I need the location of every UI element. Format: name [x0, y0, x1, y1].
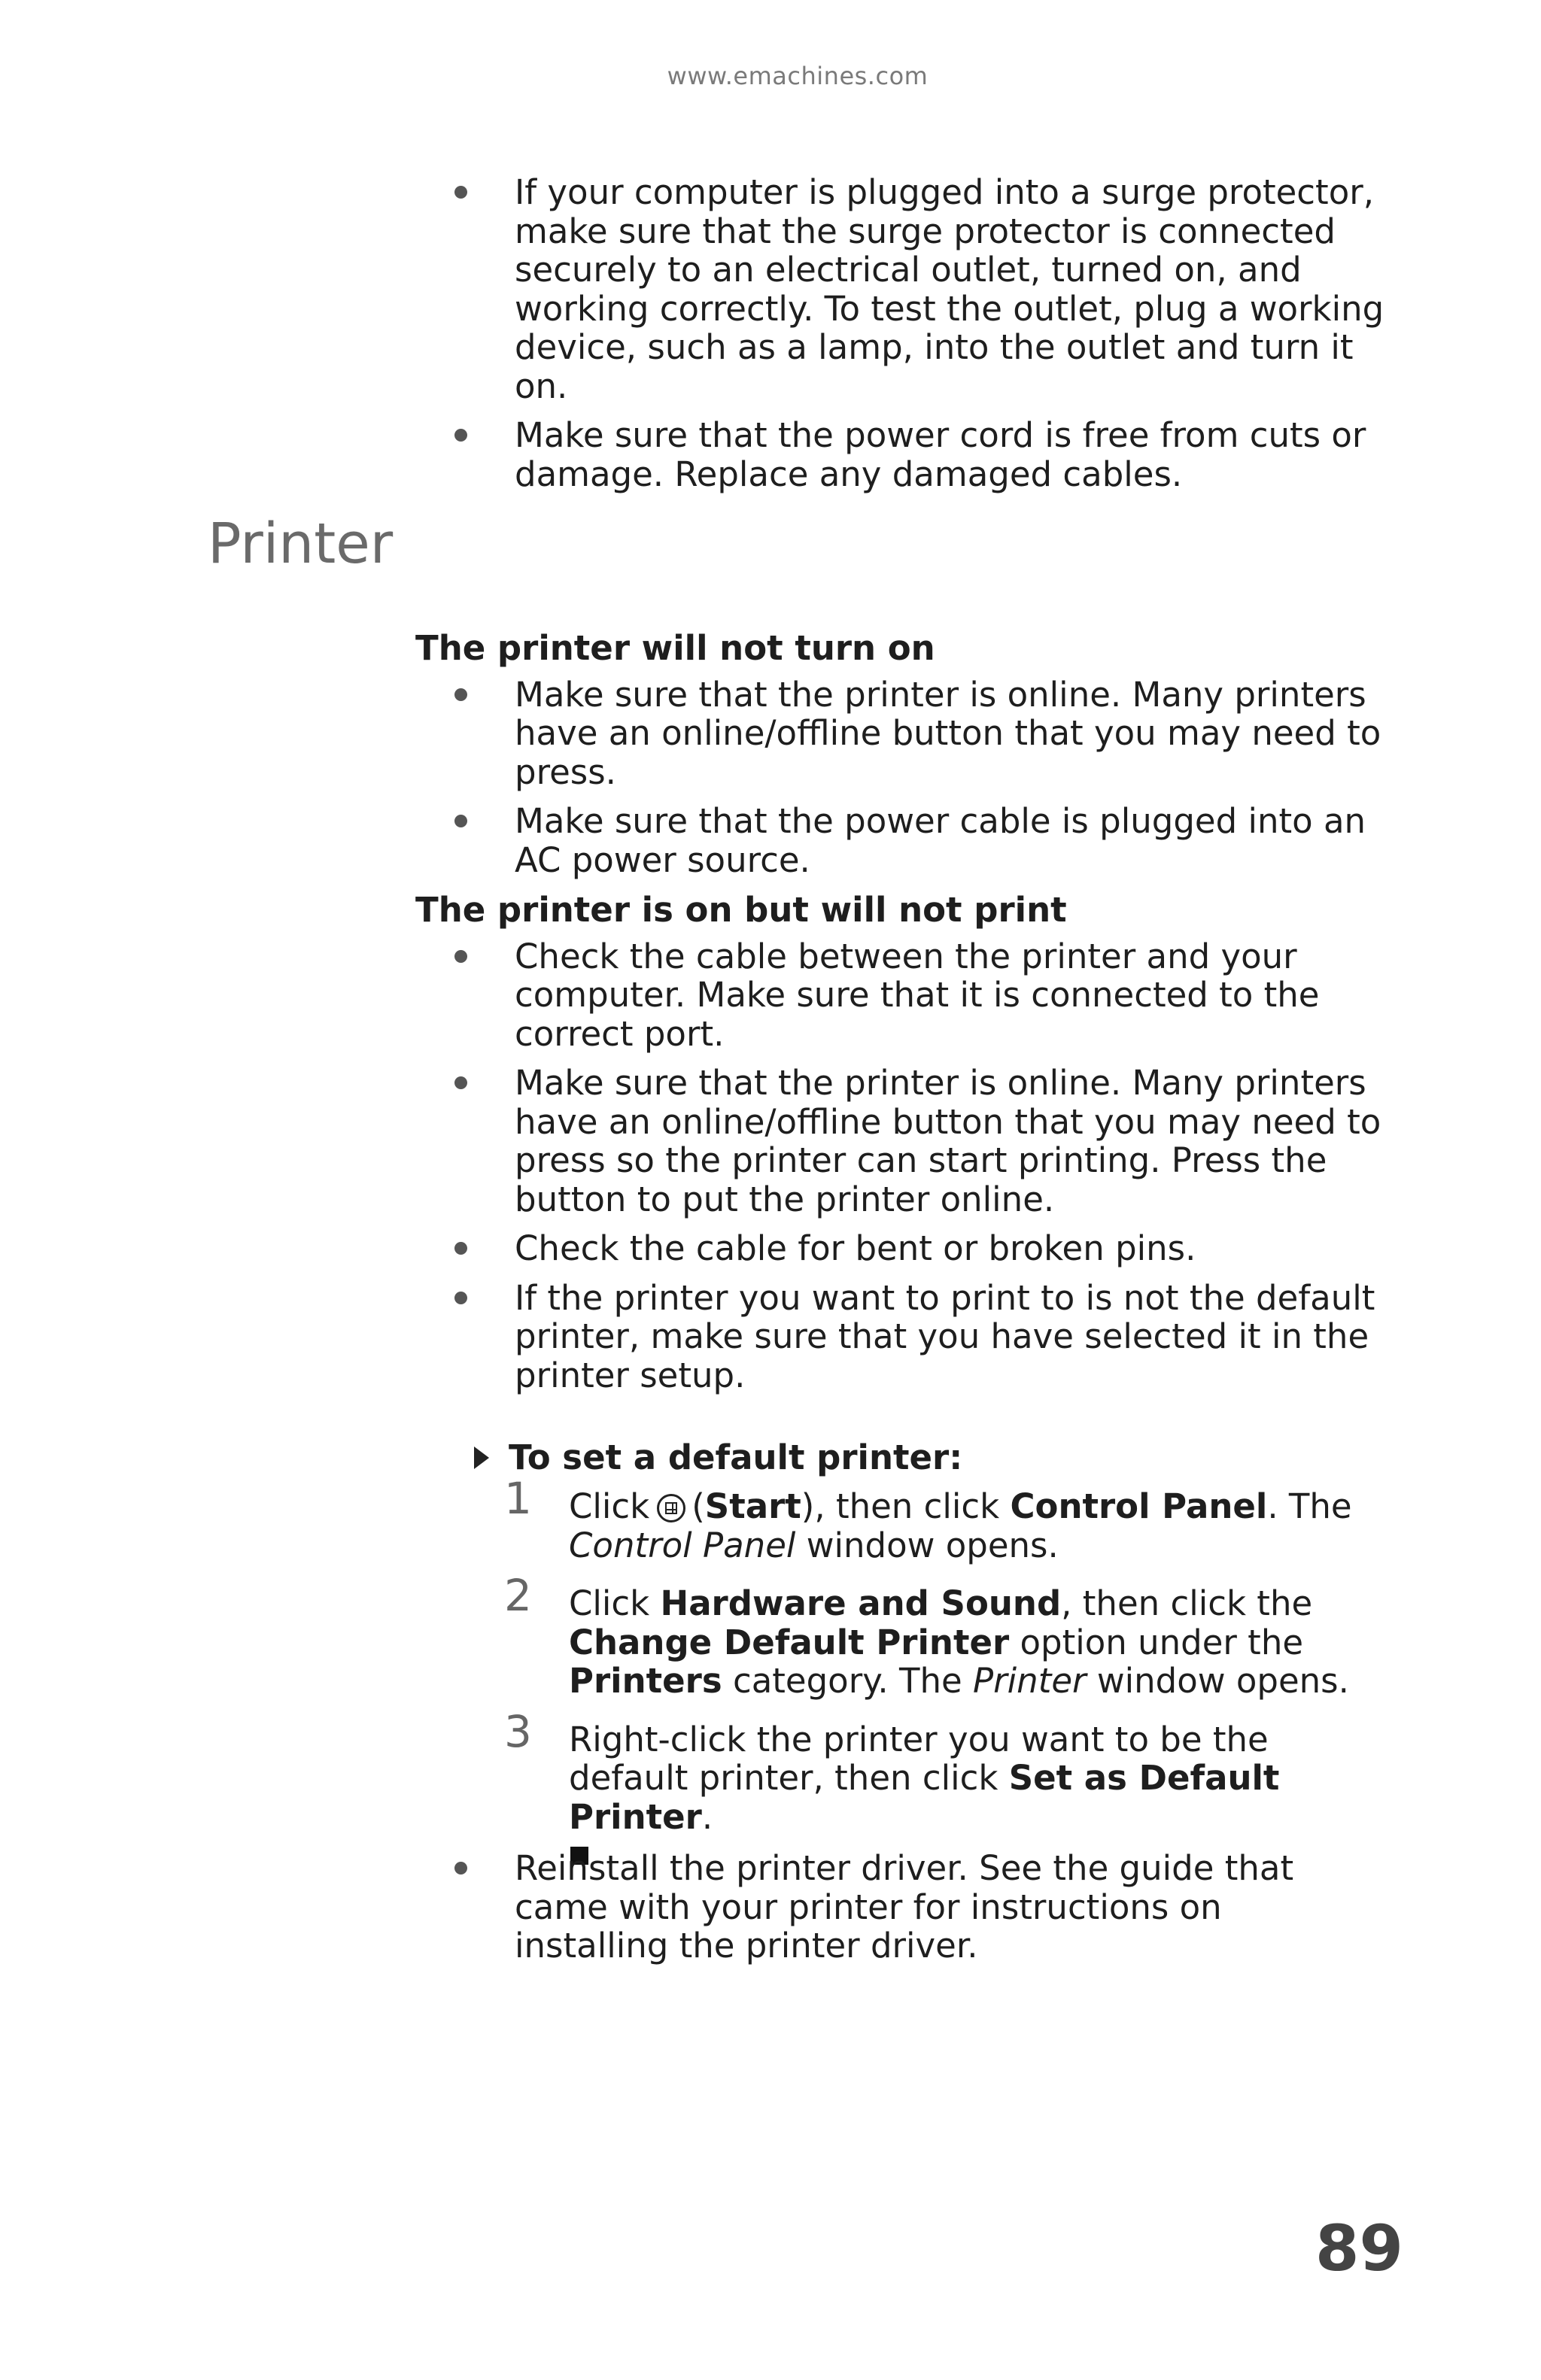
step-text: window opens. [1086, 1661, 1349, 1701]
list-item [415, 173, 1386, 405]
bullet-icon [454, 1242, 467, 1255]
bullet-text: If the printer you want to print to is not the default printer, make sure that you have selected it in the printer setup. [515, 1277, 1375, 1395]
list-item [415, 937, 1386, 1054]
step-text: . The [1267, 1486, 1352, 1526]
list-item [415, 675, 1386, 792]
bullet-icon [454, 688, 467, 701]
step-text: ), then click [801, 1486, 1011, 1526]
step-text: . [701, 1796, 713, 1837]
step-number: 3 [504, 1705, 532, 1757]
step-italic-text: Control Panel [569, 1525, 796, 1565]
section-title: Printer [208, 512, 394, 576]
step-text: , then click the [1061, 1583, 1313, 1623]
step-italic-text: Printer [973, 1661, 1087, 1701]
bullet-icon [454, 1076, 467, 1089]
step-bold-text: Printers [569, 1661, 722, 1701]
list-item [415, 1229, 1386, 1268]
bullet-text: Make sure that the power cable is plugged into an AC power source. [515, 801, 1366, 880]
list-item [415, 1279, 1386, 1395]
procedure-title [471, 1438, 1386, 1477]
bullet-text: Make sure that the printer is online. Many printers have an online/offline button that you may need to press so the printer can start printing. Press the button to put the printer online. [515, 1063, 1381, 1219]
procedure-title-text: To set a default printer: [509, 1437, 963, 1477]
subheading: The printer is on but will not print [415, 890, 1067, 930]
not-turn-on-section [415, 629, 1386, 890]
arrow-right-icon [474, 1447, 489, 1469]
step-text: ( [691, 1486, 705, 1526]
intro-bullet-list [415, 173, 1386, 504]
step-2 [471, 1570, 1386, 1701]
step-text: Click [569, 1583, 661, 1623]
step-text: category. The [722, 1661, 974, 1701]
step-bold-text: Control Panel [1010, 1486, 1268, 1526]
bullet-icon [454, 1292, 467, 1304]
step-1 [471, 1473, 1386, 1565]
subheading: The printer will not turn on [415, 628, 935, 668]
bullet-text: Reinstall the printer driver. See the guide that came with your printer for instructions on installing the printer driver. [515, 1848, 1294, 1966]
step-number: 2 [504, 1570, 532, 1621]
step-text: Click [569, 1486, 650, 1526]
windows-start-icon [657, 1494, 685, 1522]
step-bold-text: Set as Default Printer [569, 1758, 1280, 1837]
not-print-section [415, 891, 1386, 1405]
step-number: 1 [504, 1473, 532, 1524]
bullet-icon [454, 186, 467, 199]
step-text: window opens. [795, 1525, 1059, 1565]
bullet-icon [454, 1862, 467, 1875]
bullet-text: Check the cable between the printer and your computer. Make sure that it is connected to the correct port. [515, 936, 1320, 1054]
list-item [415, 1849, 1386, 1966]
list-item [415, 1064, 1386, 1219]
step-3 [471, 1705, 1386, 1837]
bullet-icon [454, 950, 467, 963]
step-text: Right-click the printer you want to be the default printer, then click [569, 1719, 1269, 1798]
header-url: www.emachines.com [667, 62, 929, 90]
list-item [415, 802, 1386, 879]
step-text: option under the [1009, 1622, 1304, 1662]
bullet-icon [454, 815, 467, 827]
step-bold-text: Hardware and Sound [660, 1583, 1062, 1623]
bullet-text: Check the cable for bent or broken pins. [515, 1228, 1196, 1268]
final-bullet-list [415, 1849, 1386, 1976]
bullet-text: Make sure that the power cord is free from cuts or damage. Replace any damaged cables. [515, 415, 1366, 494]
bullet-text: If your computer is plugged into a surge protector, make sure that the surge protector is connected securely to an electrical outlet, turned on, and working correctly. To test the outlet, plug a working device, such as a lamp, into the outlet and turn it on. [515, 172, 1384, 406]
step-bold-text: Start [704, 1486, 801, 1526]
list-item [415, 416, 1386, 493]
page-number: 89 [1315, 2212, 1403, 2285]
bullet-text: Make sure that the printer is online. Many printers have an online/offline button that you may need to press. [515, 674, 1381, 792]
default-printer-procedure [471, 1438, 1386, 1865]
bullet-icon [454, 429, 467, 442]
step-bold-text: Change Default Printer [569, 1622, 1010, 1662]
